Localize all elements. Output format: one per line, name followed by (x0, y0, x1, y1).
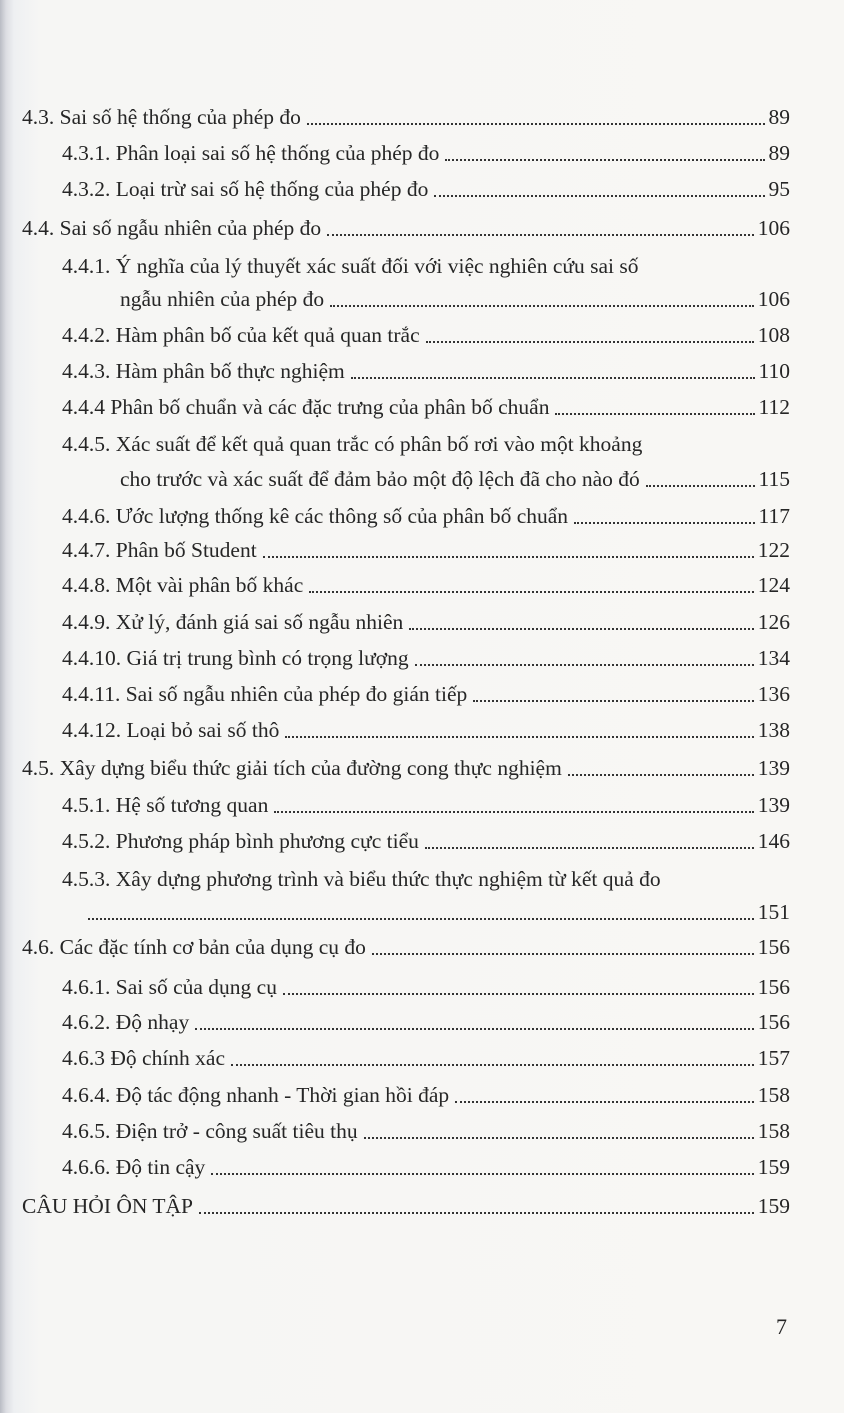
toc-entry (0, 174, 844, 204)
dot-leader (364, 1137, 754, 1139)
toc-entry (0, 1080, 844, 1110)
dot-leader (473, 700, 754, 702)
dot-leader (327, 234, 754, 236)
toc-page-number: 157 (757, 1046, 790, 1070)
toc-entry (0, 715, 844, 745)
dot-leader (455, 1101, 754, 1103)
toc-entry-title: 4.5. Xây dựng biểu thức giải tích của đường cong thực nghiệm (22, 756, 562, 780)
toc-entry-continuation (0, 284, 844, 314)
dot-leader (434, 195, 764, 197)
toc-entry-title: 4.4.4 Phân bố chuẩn và các đặc trưng của phân bố chuẩn (62, 395, 550, 419)
toc-page-number: 139 (757, 793, 790, 817)
dot-leader (285, 736, 753, 738)
toc-entry-title: 4.6.1. Sai số của dụng cụ (62, 975, 277, 999)
toc-page-number: 156 (757, 1010, 790, 1034)
toc-entry (0, 1116, 844, 1146)
toc-entry-title: 4.4.8. Một vài phân bố khác (62, 573, 304, 597)
toc-page-number: 108 (757, 323, 790, 347)
dot-leader (307, 123, 765, 125)
toc-entry (0, 972, 844, 1002)
toc-entry (0, 1043, 844, 1073)
toc-entry-title: 4.5.2. Phương pháp bình phương cực tiểu (62, 829, 419, 853)
toc-entry-title: 4.6.3 Độ chính xác (62, 1046, 226, 1070)
toc-page-number: 89 (768, 141, 790, 165)
toc-page-number: 136 (757, 682, 790, 706)
dot-leader (555, 413, 754, 415)
dot-leader (372, 953, 754, 955)
toc-entry (0, 1152, 844, 1182)
toc-page-number: 124 (757, 573, 790, 597)
toc-page-number: 106 (757, 216, 790, 240)
dot-leader (231, 1064, 754, 1066)
toc-entry-title: 4.3.2. Loại trừ sai số hệ thống của phép đo (62, 177, 429, 201)
dot-leader (330, 305, 754, 307)
toc-entry-title-cont: cho trước và xác suất để đảm bảo một độ lệch đã cho nào đó (120, 467, 640, 491)
toc-entry (0, 570, 844, 600)
toc-page-number: 158 (757, 1083, 790, 1107)
toc-page-number: 95 (768, 177, 790, 201)
toc-page-number: 159 (757, 1194, 790, 1218)
toc-page-number: 126 (757, 610, 790, 634)
dot-leader (195, 1028, 754, 1030)
toc-entry (0, 102, 844, 132)
toc-entry (0, 138, 844, 168)
toc-entry-continuation (0, 897, 844, 927)
toc-entry-title: 4.6.4. Độ tác động nhanh - Thời gian hồi đáp (62, 1083, 450, 1107)
dot-leader (88, 918, 754, 920)
dot-leader (283, 993, 754, 995)
dot-leader (351, 377, 755, 379)
toc-page-number: 146 (757, 829, 790, 853)
dot-leader (568, 774, 754, 776)
toc-entry-title: 4.6.6. Độ tin cậy (62, 1155, 206, 1179)
toc-page-number: 139 (757, 756, 790, 780)
toc-entry-title: 4.6.5. Điện trở - công suất tiêu thụ (62, 1119, 358, 1143)
toc-entry (0, 753, 844, 783)
toc-page-number: 117 (758, 504, 790, 528)
toc-page-number: 112 (758, 395, 790, 419)
toc-entry-title: 4.4.7. Phân bố Student (62, 538, 257, 562)
toc-entry (0, 392, 844, 422)
toc-entry (0, 643, 844, 673)
toc-entry (0, 535, 844, 565)
toc-page-number: 156 (757, 975, 790, 999)
dot-leader (309, 591, 754, 593)
toc-page-number: 158 (757, 1119, 790, 1143)
dot-leader (409, 628, 753, 630)
toc-page-number: 122 (757, 538, 790, 562)
toc-page-number: 89 (768, 105, 790, 129)
toc-entry-title: 4.6.2. Độ nhạy (62, 1010, 190, 1034)
toc-entry (0, 932, 844, 962)
dot-leader (199, 1212, 754, 1214)
toc-entry-title: CÂU HỎI ÔN TẬP (22, 1194, 194, 1218)
page-number: 7 (776, 1314, 787, 1339)
toc-entry-title: 4.4. Sai số ngẫu nhiên của phép đo (22, 216, 322, 240)
toc-page-number: 115 (758, 467, 790, 491)
toc-page-number: 151 (757, 900, 790, 924)
toc-page-number: 138 (757, 718, 790, 742)
toc-page-number: 134 (757, 646, 790, 670)
toc-entry (0, 826, 844, 856)
toc-entry-title: 4.5.1. Hệ số tương quan (62, 793, 269, 817)
dot-leader (274, 811, 753, 813)
toc-entry (0, 320, 844, 350)
dot-leader (445, 159, 764, 161)
toc-entry (0, 790, 844, 820)
toc-entry-title: 4.3.1. Phân loại sai số hệ thống của phép đo (62, 141, 440, 165)
toc-entry-continuation (0, 464, 844, 494)
toc-entry-title: 4.6. Các đặc tính cơ bản của dụng cụ đo (22, 935, 366, 959)
toc-entry-title: 4.4.9. Xử lý, đánh giá sai số ngẫu nhiên (62, 610, 404, 634)
toc-entry-line (0, 251, 844, 281)
toc-entry (0, 679, 844, 709)
toc-entry-title: 4.4.5. Xác suất để kết quả quan trắc có phân bố rơi vào một khoảng (62, 432, 643, 456)
toc-entry-title-cont: ngẫu nhiên của phép đo (120, 287, 325, 311)
toc-entry-title: 4.5.3. Xây dựng phương trình và biểu thức thực nghiệm từ kết quả đo (62, 867, 661, 891)
dot-leader (425, 847, 754, 849)
dot-leader (574, 522, 755, 524)
toc-page-number: 110 (758, 359, 790, 383)
toc-entry (0, 607, 844, 637)
toc-entry-title: 4.4.11. Sai số ngẫu nhiên của phép đo gián tiếp (62, 682, 468, 706)
dot-leader (646, 485, 755, 487)
toc-entry (0, 1191, 844, 1221)
toc-entry-title: 4.4.12. Loại bỏ sai số thô (62, 718, 280, 742)
toc-page-number: 106 (757, 287, 790, 311)
toc-page-number: 159 (757, 1155, 790, 1179)
toc-page-number: 156 (757, 935, 790, 959)
toc-entry-title: 4.4.2. Hàm phân bố của kết quả quan trắc (62, 323, 420, 347)
dot-leader (415, 664, 754, 666)
toc-entry-title: 4.4.1. Ý nghĩa của lý thuyết xác suất đối với việc nghiên cứu sai số (62, 254, 639, 278)
toc-entry (0, 356, 844, 386)
dot-leader (263, 556, 754, 558)
toc-entry-title: 4.4.10. Giá trị trung bình có trọng lượng (62, 646, 409, 670)
toc-entry-title: 4.4.6. Ước lượng thống kê các thông số của phân bố chuẩn (62, 504, 569, 528)
toc-entry-line (0, 864, 844, 894)
toc-entry (0, 1007, 844, 1037)
toc-entry-title: 4.3. Sai số hệ thống của phép đo (22, 105, 301, 129)
toc-entry-line (0, 429, 844, 459)
toc-entry (0, 501, 844, 531)
dot-leader (426, 341, 754, 343)
toc-entry-title: 4.4.3. Hàm phân bố thực nghiệm (62, 359, 345, 383)
dot-leader (211, 1173, 753, 1175)
toc-entry (0, 213, 844, 243)
